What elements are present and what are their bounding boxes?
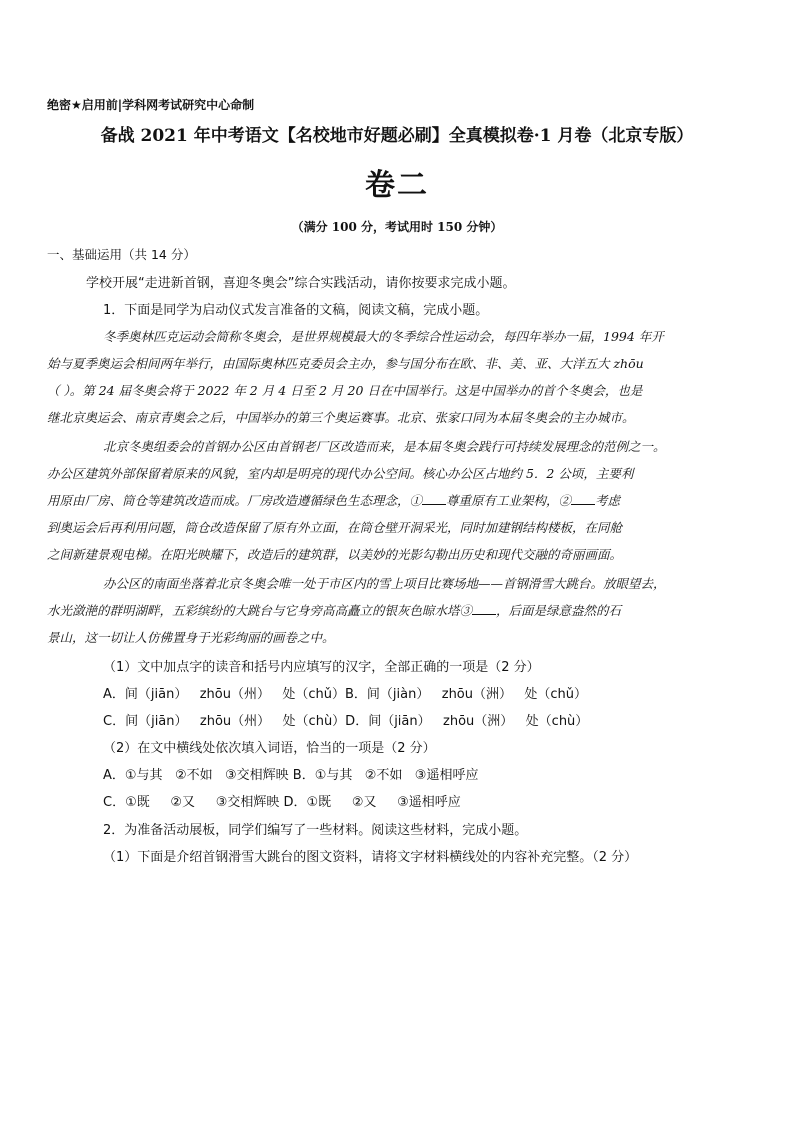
- options-ab: A．间（jiān） zhōu（州） 处（chǔ）B．间（jiàn） zhōu（洲） 处（chǔ）: [103, 687, 588, 702]
- passage-line: [47, 601, 621, 619]
- question-1-2: （2）在文中横线处依次填入词语，恰当的一项是（2 分）: [103, 741, 436, 756]
- passage-line: 到奥运会后再利用问题，筒仓改造保留了原有外立面，在筒仓壁开洞采光，同时加建钢结构楼板，在同舱: [47, 520, 623, 535]
- blank-3: [472, 604, 496, 615]
- options-cd: C．①既 ②又 ③交相辉映 D．①既 ②又 ③遥相呼应: [103, 795, 461, 810]
- passage-line: 冬季奥林匹克运动会简称冬奥会，是世界规模最大的冬季综合性运动会，每四年举办一届，1994 年开: [103, 329, 664, 344]
- passage-line: [47, 491, 620, 509]
- question-1: 1．下面是同学为启动仪式发言准备的文稿，阅读文稿，完成小题。: [103, 303, 489, 318]
- passage-text: 考虑: [595, 493, 621, 508]
- passage-line: 办公区的南面坐落着北京冬奥会唯一处于市区内的雪上项目比赛场地——首钢滑雪大跳台。放眼望去，: [103, 576, 666, 591]
- passage-text: 水光潋滟的群明湖畔，五彩缤纷的大跳台与它身旁高高矗立的银灰色晾水塔③: [47, 603, 473, 618]
- options-ab: A．①与其 ②不如 ③交相辉映 B．①与其 ②不如 ③遥相呼应: [103, 768, 479, 783]
- exam-title: 备战 2021 年中考语文【名校地市好题必刷】全真模拟卷·1 月卷（北京专版）: [100, 126, 694, 146]
- question-2-1: （1）下面是介绍首钢滑雪大跳台的图文资料，请将文字材料横线处的内容补充完整。（2 分）: [103, 850, 638, 865]
- blank-1: [422, 494, 446, 505]
- passage-line: （ ）。第 24 届冬奥会将于 2022 年 2 月 4 日至 2 月 20 日在中国举行。这是中国举办的首个冬奥会，也是: [47, 383, 643, 398]
- passage-text: 用原由厂房、筒仓等建筑改造而成。厂房改造遵循绿色生态理念，①: [47, 493, 423, 508]
- question-1-1: （1）文中加点字的读音和括号内应填写的汉字，全部正确的一项是（2 分）: [103, 660, 540, 675]
- passage-line: 始与夏季奥运会相间两年举行，由国际奥林匹克委员会主办，参与国分布在欧、非、美、亚、大洋五大 zhōu: [47, 356, 644, 371]
- volume-title: 卷二: [365, 168, 429, 203]
- section-heading: 一、基础运用（共 14 分）: [47, 247, 196, 262]
- section-intro: 学校开展“走进新首钢，喜迎冬奥会”综合实践活动，请你按要求完成小题。: [86, 276, 516, 291]
- passage-line: 北京冬奥组委会的首钢办公区由首钢老厂区改造而来，是本届冬奥会践行可持续发展理念的范例之一。: [103, 439, 666, 454]
- score-note: （满分 100 分，考试用时 150 分钟）: [291, 220, 503, 234]
- options-cd: C．间（jiān） zhōu（州） 处（chù）D．间（jiān） zhōu（洲） 处（chù）: [103, 714, 589, 729]
- passage-line: 办公区建筑外部保留着原来的风貌，室内却是明亮的现代办公空间。核心办公区占地约 5．2 公顷，主要利: [47, 466, 634, 481]
- passage-text: 尊重原有工业架构，②: [446, 493, 572, 508]
- passage-text: ，后面是绿意盎然的石: [496, 603, 622, 618]
- passage-line: 之间新建景观电梯。在阳光映耀下，改造后的建筑群，以美妙的光影勾勒出历史和现代交融的奇丽画面。: [47, 547, 623, 562]
- blank-2: [571, 494, 595, 505]
- confidential-header: 绝密★启用前|学科网考试研究中心命制: [47, 98, 255, 112]
- passage-line: 继北京奥运会、南京青奥会之后，中国举办的第三个奥运赛事。北京、张家口同为本届冬奥会的主办城市。: [47, 410, 635, 425]
- passage-line: 景山，这一切让人仿佛置身于光彩绚丽的画卷之中。: [47, 630, 335, 645]
- question-2: 2．为准备活动展板，同学们编写了一些材料。阅读这些材料，完成小题。: [103, 823, 528, 838]
